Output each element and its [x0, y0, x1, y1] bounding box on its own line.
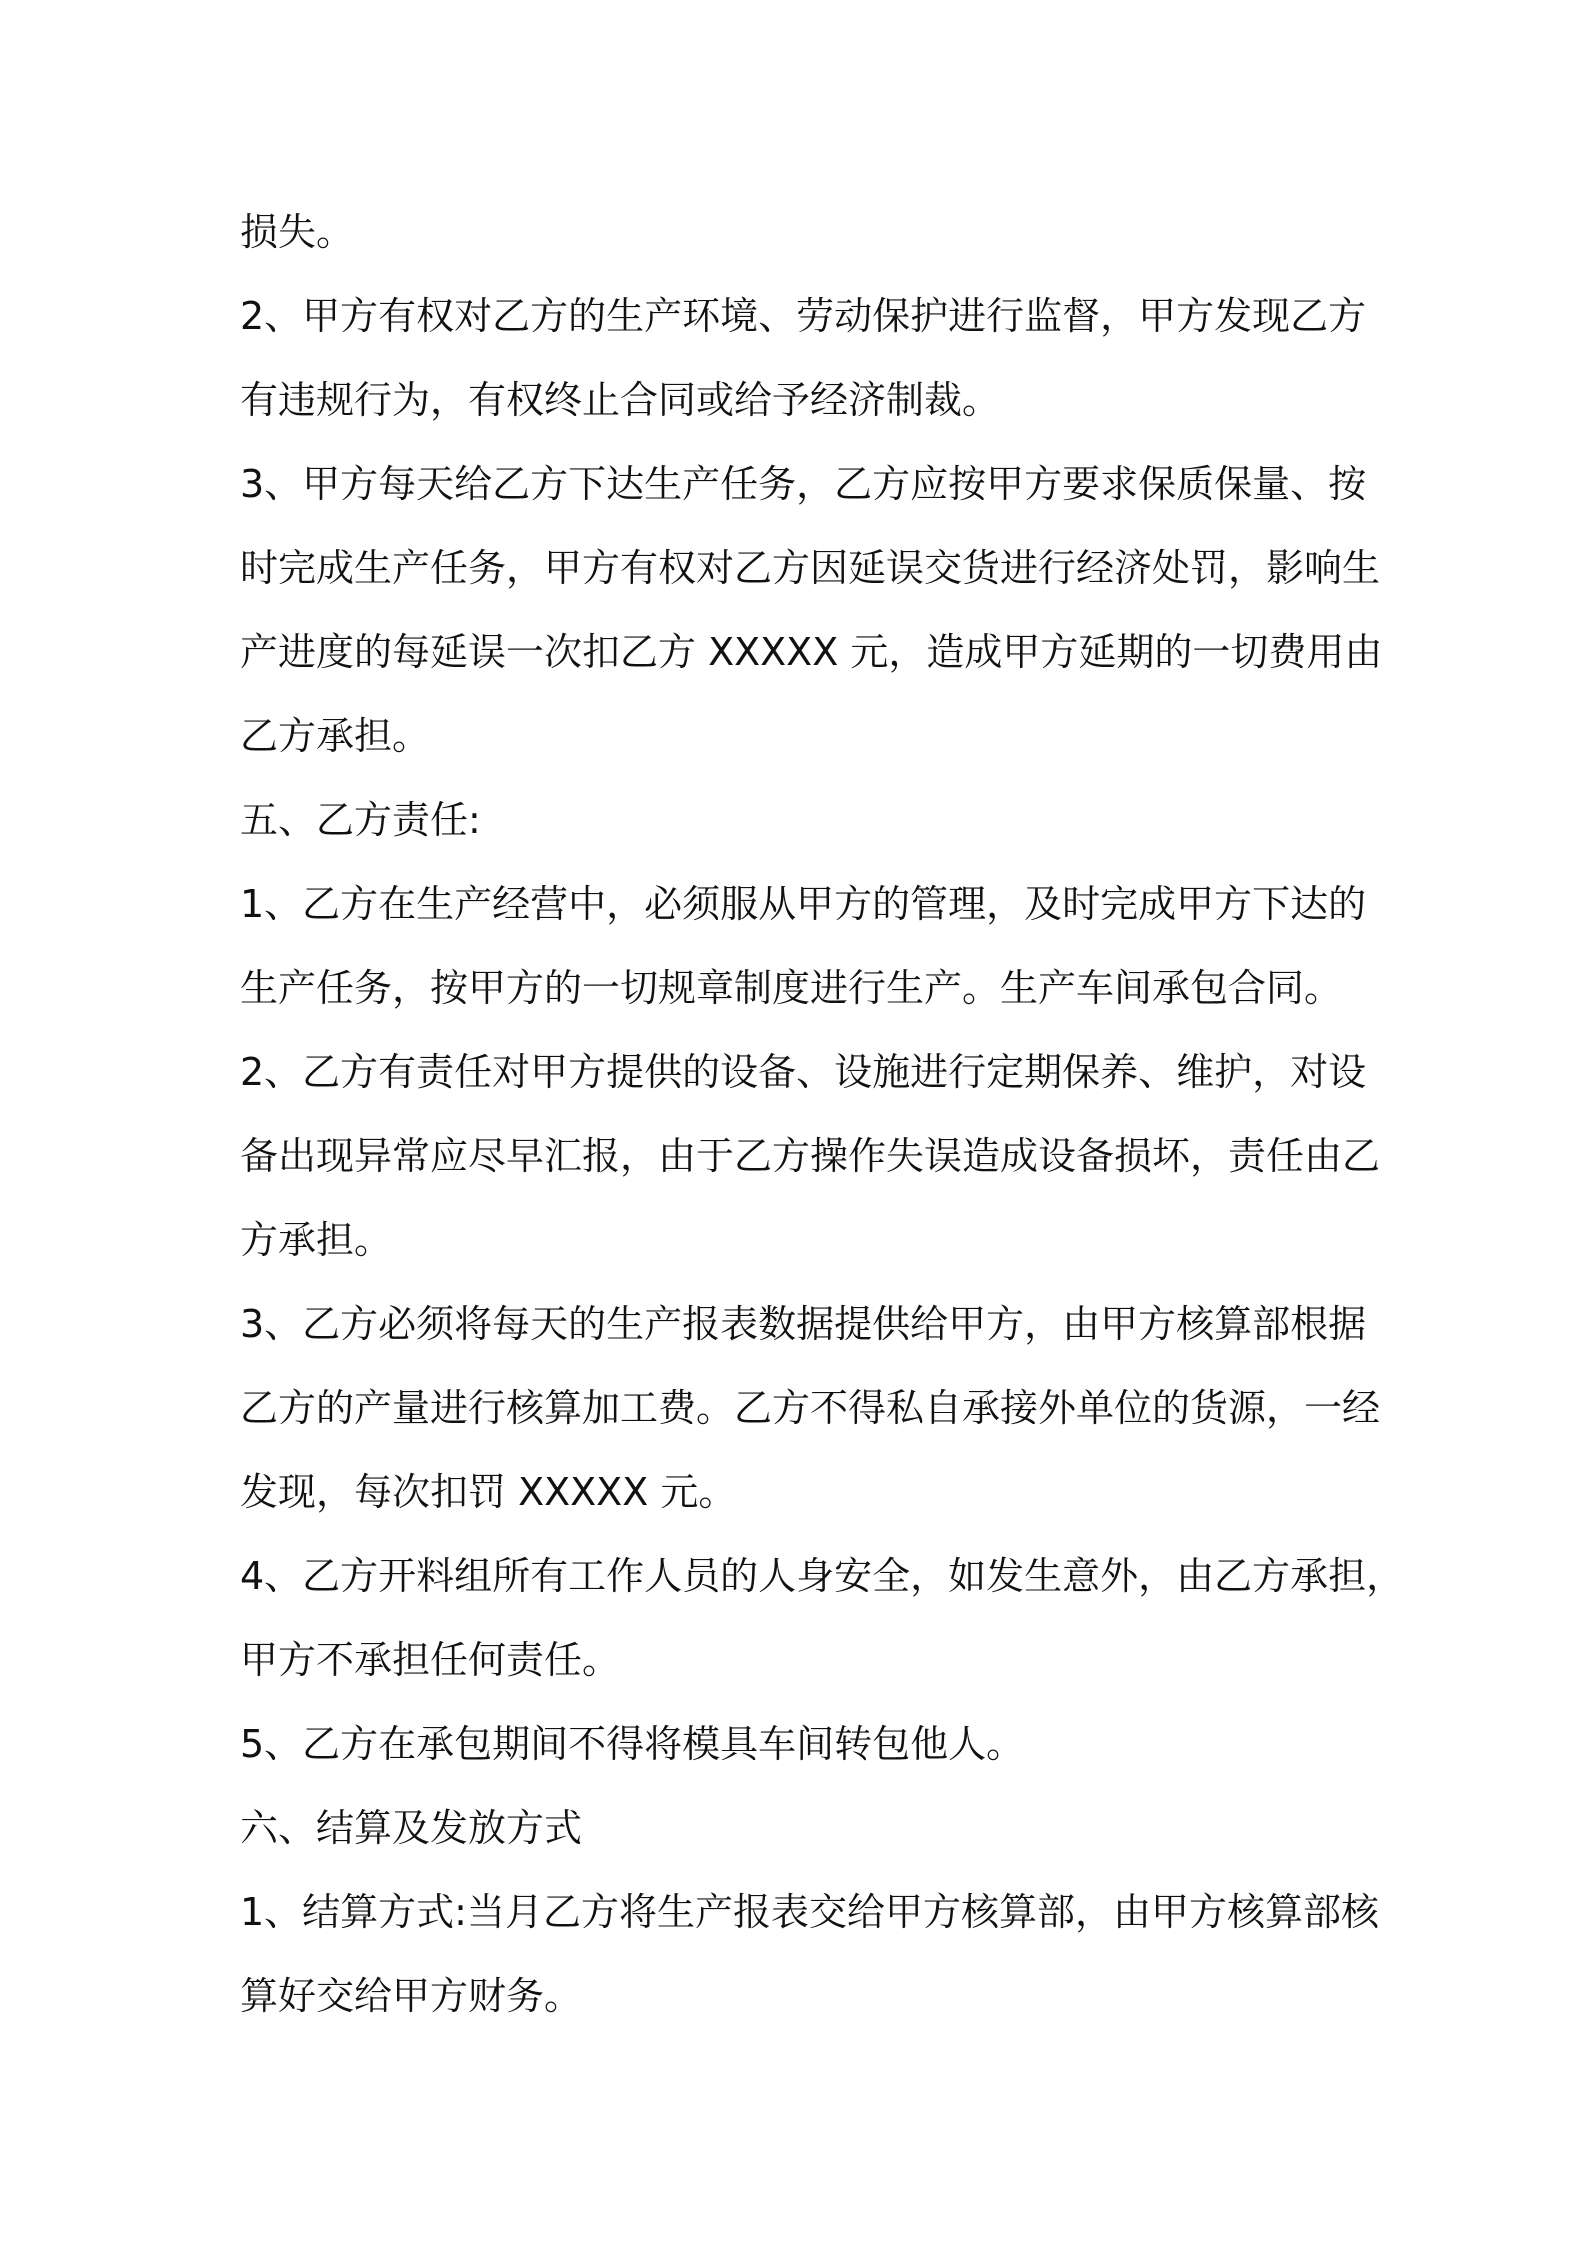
- text-line: 时完成生产任务，甲方有权对乙方因延误交货进行经济处罚，影响生: [240, 546, 1381, 590]
- text-line: 损失。: [240, 210, 355, 254]
- text-line: 产进度的每延误一次扣乙方 XXXXX 元，造成甲方延期的一切费用由: [240, 630, 1383, 674]
- section-heading: 六、结算及发放方式: [240, 1806, 583, 1850]
- text-line: 甲方不承担任何责任。: [240, 1638, 621, 1682]
- text-line: 乙方的产量进行核算加工费。乙方不得私自承接外单位的货源，一经: [240, 1386, 1381, 1430]
- text-line: 有违规行为，有权终止合同或给予经济制裁。: [240, 378, 1001, 422]
- text-line: 4、乙方开料组所有工作人员的人身安全，如发生意外，由乙方承担，: [240, 1554, 1405, 1598]
- text-line: 2、乙方有责任对甲方提供的设备、设施进行定期保养、维护，对设: [240, 1050, 1367, 1094]
- section-heading: 五、乙方责任:: [240, 798, 481, 842]
- text-line: 1、结算方式:当月乙方将生产报表交给甲方核算部，由甲方核算部核: [240, 1890, 1379, 1934]
- document-page: [240, 190, 1405, 2038]
- text-line: 3、乙方必须将每天的生产报表数据提供给甲方，由甲方核算部根据: [240, 1302, 1367, 1346]
- text-line: 生产任务，按甲方的一切规章制度进行生产。生产车间承包合同。: [240, 966, 1343, 1010]
- text-line: 方承担。: [240, 1218, 393, 1262]
- text-line: 备出现异常应尽早汇报，由于乙方操作失误造成设备损坏，责任由乙: [240, 1134, 1381, 1178]
- text-line: 乙方承担。: [240, 714, 431, 758]
- text-line: 发现，每次扣罚 XXXXX 元。: [240, 1470, 737, 1514]
- text-line: 1、乙方在生产经营中，必须服从甲方的管理，及时完成甲方下达的: [240, 882, 1367, 926]
- text-line: 算好交给甲方财务。: [240, 1974, 583, 2018]
- text-line: 3、甲方每天给乙方下达生产任务，乙方应按甲方要求保质保量、按: [240, 462, 1367, 506]
- text-line: 5、乙方在承包期间不得将模具车间转包他人。: [240, 1722, 1025, 1766]
- text-line: 2、甲方有权对乙方的生产环境、劳动保护进行监督，甲方发现乙方: [240, 294, 1367, 338]
